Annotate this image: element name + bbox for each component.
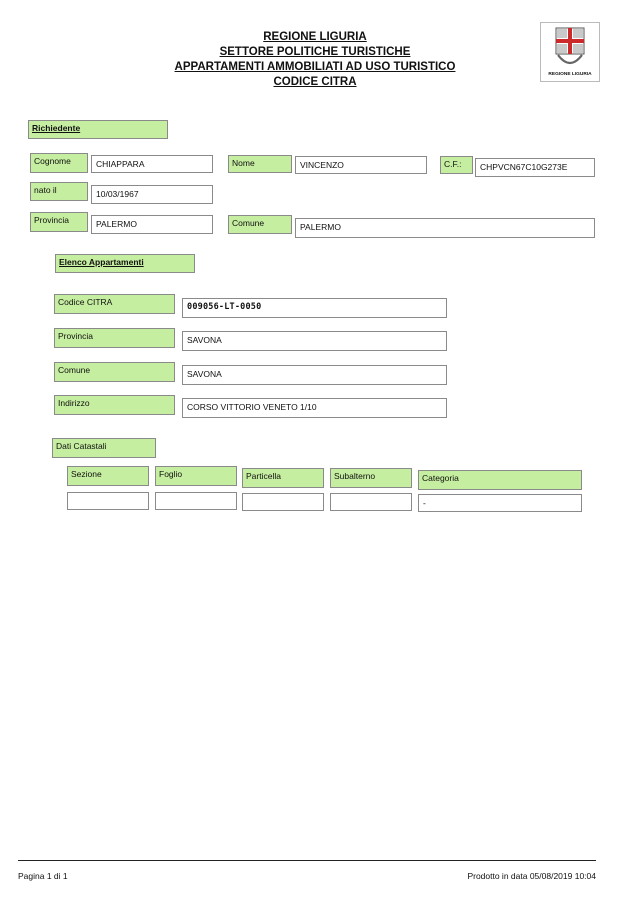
- provincia-label: Provincia: [30, 212, 88, 232]
- codice-citra-field: 009056-LT-0050: [182, 298, 447, 318]
- cognome-label: Cognome: [30, 153, 88, 173]
- apt-provincia-label: Provincia: [54, 328, 175, 348]
- cf-field: CHPVCN67C10G273E: [475, 158, 595, 177]
- region-logo: [540, 22, 600, 82]
- catasto-section-label: Dati Catastali: [52, 438, 156, 458]
- foglio-field: [155, 492, 237, 510]
- provincia-field: PALERMO: [91, 215, 213, 234]
- subalterno-field: [330, 493, 412, 511]
- appartamenti-section-label: Elenco Appartamenti: [55, 254, 195, 273]
- nome-field: VINCENZO: [295, 156, 427, 174]
- footer-rule: [18, 860, 596, 861]
- richiedente-section-label: Richiedente: [28, 120, 168, 139]
- apt-provincia-field: SAVONA: [182, 331, 447, 351]
- nato-label: nato il: [30, 182, 88, 201]
- nome-label: Nome: [228, 155, 292, 173]
- apt-comune-field: SAVONA: [182, 365, 447, 385]
- nato-field: 10/03/1967: [91, 185, 213, 204]
- apt-comune-label: Comune: [54, 362, 175, 382]
- sezione-label: Sezione: [67, 466, 149, 486]
- regione-liguria-crest-icon: [555, 27, 585, 71]
- particella-field: [242, 493, 324, 511]
- subalterno-label: Subalterno: [330, 468, 412, 488]
- indirizzo-label: Indirizzo: [54, 395, 175, 415]
- categoria-label: Categoria: [418, 470, 582, 490]
- foglio-label: Foglio: [155, 466, 237, 486]
- cf-label: C.F.:: [440, 156, 473, 174]
- comune-field: PALERMO: [295, 218, 595, 238]
- header-line-3: APPARTAMENTI AMMOBILIATI AD USO TURISTICO: [174, 61, 456, 73]
- header-line-2: SETTORE POLITICHE TURISTICHE: [219, 46, 411, 58]
- comune-label: Comune: [228, 215, 292, 234]
- indirizzo-field: CORSO VITTORIO VENETO 1/10: [182, 398, 447, 418]
- logo-text: REGIONE LIGURIA: [548, 72, 592, 77]
- cognome-field: CHIAPPARA: [91, 155, 213, 173]
- categoria-field: -: [418, 494, 582, 512]
- page-number: Pagina 1 di 1: [18, 871, 68, 881]
- codice-citra-label: Codice CITRA: [54, 294, 175, 314]
- particella-label: Particella: [242, 468, 324, 488]
- production-date: Prodotto in data 05/08/2019 10:04: [467, 871, 596, 881]
- header-line-4: CODICE CITRA: [273, 76, 357, 88]
- sezione-field: [67, 492, 149, 510]
- header-line-1: REGIONE LIGURIA: [263, 31, 367, 43]
